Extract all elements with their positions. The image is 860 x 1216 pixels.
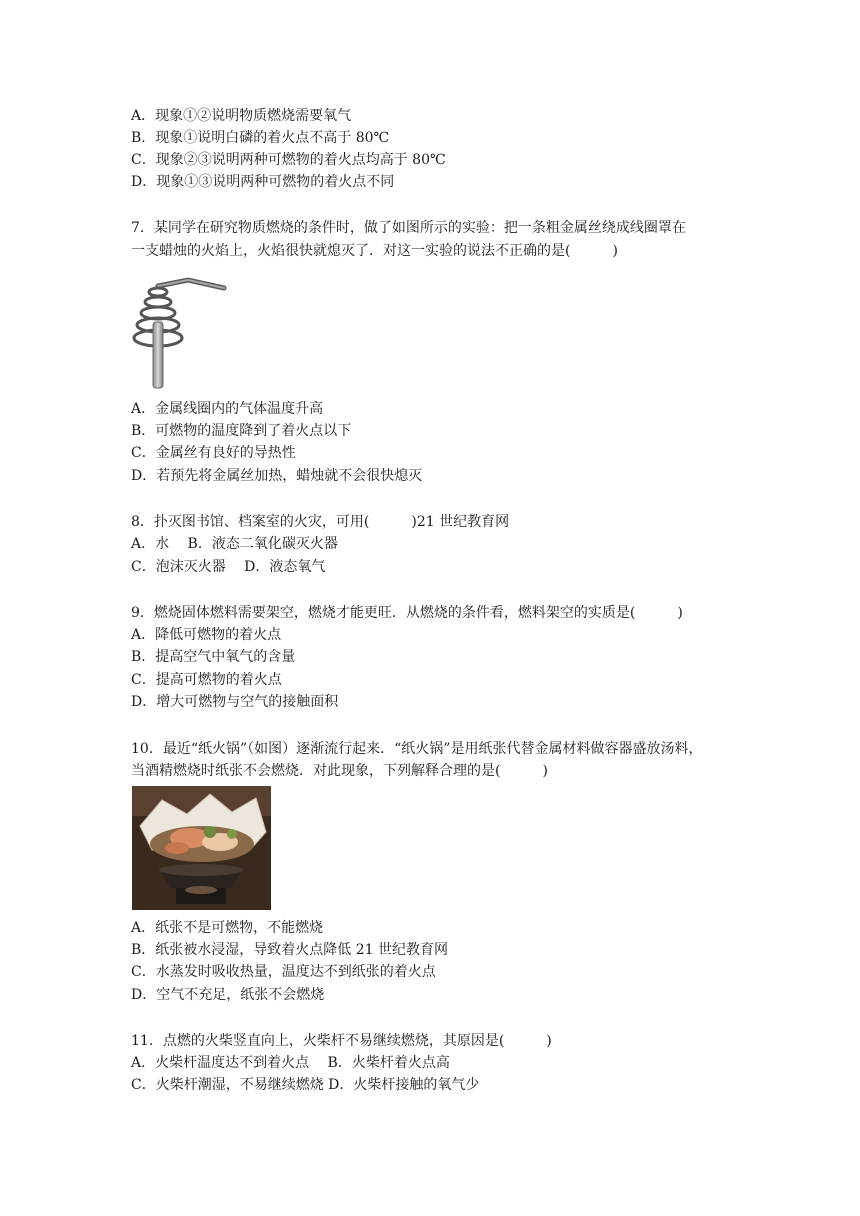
- paper-hotpot-photo: [132, 786, 271, 910]
- q11-stem: 11．点燃的火柴竖直向上，火柴杆不易继续燃烧，其原因是( ): [131, 1033, 552, 1049]
- q9-option-c: C．提高可燃物的着火点: [131, 672, 282, 688]
- q6-option-a: A．现象①②说明物质燃烧需要氧气: [131, 108, 352, 124]
- q8-options-line1: A．水 B．液态二氧化碳灭火器: [131, 536, 338, 552]
- q6-option-c: C．现象②③说明两种可燃物的着火点均高于 80℃: [131, 152, 446, 168]
- q7-option-a: A．金属线圈内的气体温度升高: [131, 401, 324, 417]
- q7-option-d: D．若预先将金属丝加热，蜡烛就不会很快熄灭: [131, 468, 423, 484]
- q9-option-d: D．增大可燃物与空气的接触面积: [131, 694, 339, 710]
- q6-option-d: D．现象①③说明两种可燃物的着火点不同: [131, 174, 395, 190]
- q10-stem-line1: 10．最近“纸火锅”（如图）逐渐流行起来．“纸火锅”是用纸张代替金属材料做容器盛放汤料，: [131, 741, 703, 757]
- q8-stem: 8．扑灭图书馆、档案室的火灾，可用( )21 世纪教育网: [131, 514, 510, 530]
- q7-option-b: B．可燃物的温度降到了着火点以下: [131, 423, 352, 439]
- q11-options-line1: A．火柴杆温度达不到着火点 B．火柴杆着火点高: [131, 1055, 450, 1071]
- q10-stem-line2: 当酒精燃烧时纸张不会燃烧．对此现象，下列解释合理的是( ): [131, 763, 548, 779]
- q10-option-a: A．纸张不是可燃物，不能燃烧: [131, 920, 324, 936]
- q10-option-b: B．纸张被水浸湿，导致着火点降低 21 世纪教育网: [131, 942, 449, 958]
- q7-option-c: C．金属丝有良好的导热性: [131, 445, 296, 461]
- q7-stem-line1: 7．某同学在研究物质燃烧的条件时，做了如图所示的实验：把一条粗金属丝绕成线圈罩在: [131, 220, 686, 236]
- q10-option-c: C．水蒸发时吸收热量，温度达不到纸张的着火点: [131, 964, 436, 980]
- q9-stem: 9．燃烧固体燃料需要架空，燃烧才能更旺．从燃烧的条件看，燃料架空的实质是( ): [131, 605, 683, 621]
- q6-option-b: B．现象①说明白磷的着火点不高于 80℃: [131, 130, 390, 146]
- q10-option-d: D．空气不充足，纸张不会燃烧: [131, 987, 325, 1003]
- q9-option-b: B．提高空气中氧气的含量: [131, 649, 296, 665]
- q8-options-line2: C．泡沫灭火器 D．液态氧气: [131, 559, 326, 575]
- q11-options-line2: C．火柴杆潮湿，不易继续燃烧 D．火柴杆接触的氧气少: [131, 1077, 480, 1093]
- metal-coil-figure: [128, 272, 232, 390]
- q9-option-a: A．降低可燃物的着火点: [131, 627, 282, 643]
- q7-stem-line2: 一支蜡烛的火焰上，火焰很快就熄灭了．对这一实验的说法不正确的是( ): [131, 243, 618, 259]
